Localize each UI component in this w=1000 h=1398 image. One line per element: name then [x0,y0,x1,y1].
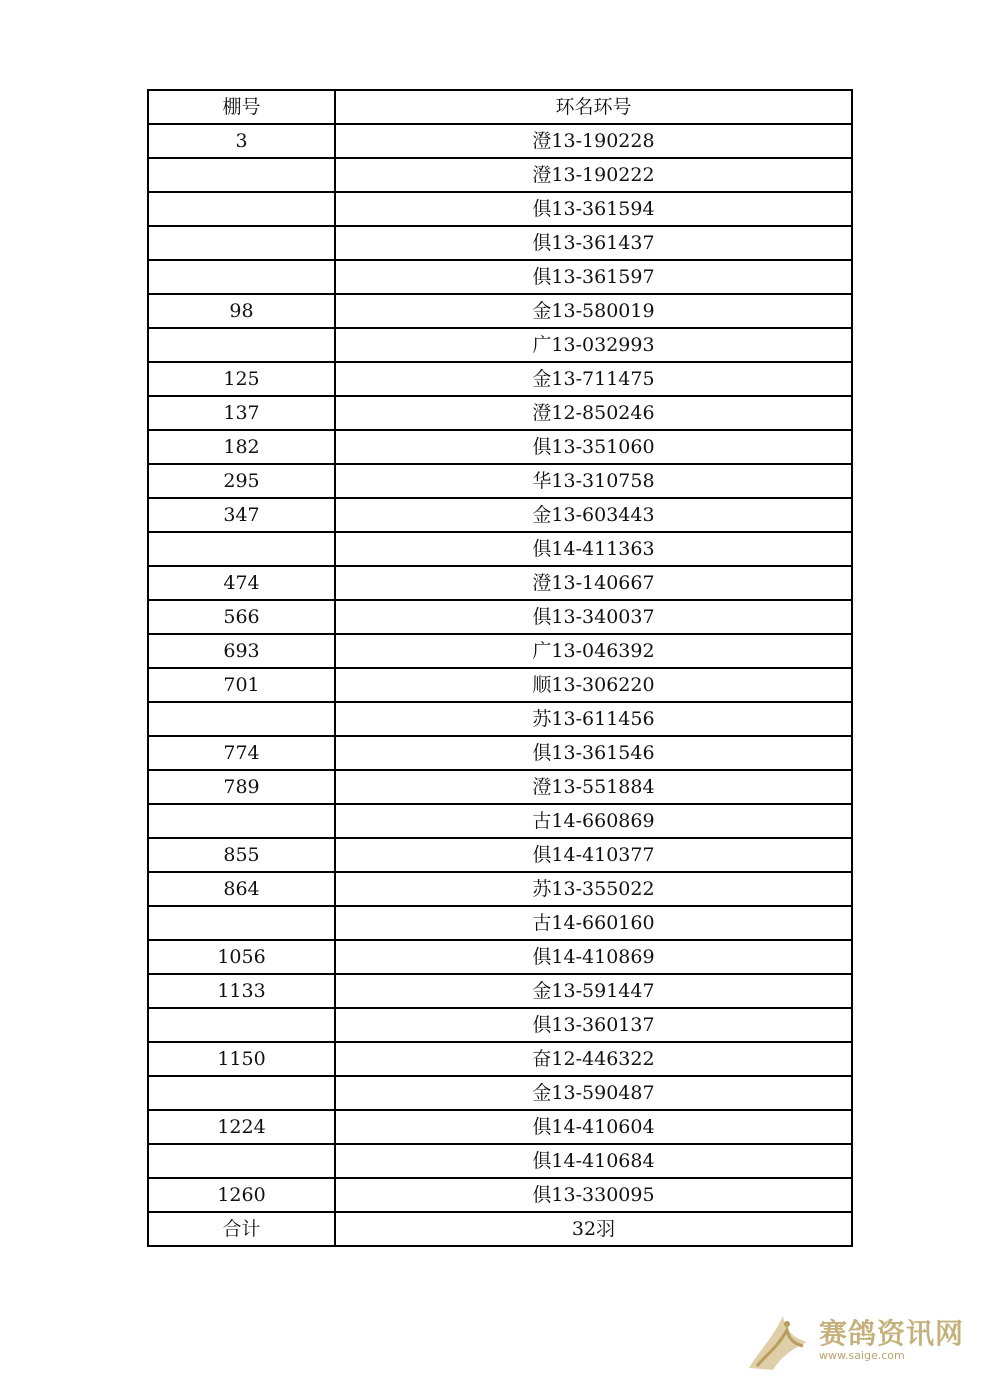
ring-number-cell: 俱13-361594 [335,192,852,226]
table-row [148,464,852,498]
table-row [148,770,852,804]
table-row [148,294,852,328]
table-row [148,1042,852,1076]
ring-number-cell: 顺13-306220 [335,668,852,702]
total-row [148,1212,852,1246]
ring-number-cell: 俱13-361437 [335,226,852,260]
pen-number-cell [148,1076,335,1110]
table-row [148,906,852,940]
ring-number-cell: 金13-590487 [335,1076,852,1110]
ring-number-cell: 俱14-410604 [335,1110,852,1144]
ring-number-cell: 奋12-446322 [335,1042,852,1076]
pigeon-logo-icon [743,1308,813,1374]
table-row [148,124,852,158]
pen-number-cell: 98 [148,294,335,328]
ring-number-cell: 广13-046392 [335,634,852,668]
pen-number-cell [148,158,335,192]
ring-number-cell: 金13-591447 [335,974,852,1008]
ring-number-cell: 俱14-410684 [335,1144,852,1178]
total-label: 合计 [148,1212,335,1246]
table-row [148,702,852,736]
header-ring-number: 环名环号 [335,90,852,124]
pen-number-cell: 855 [148,838,335,872]
table-row [148,566,852,600]
pen-number-cell: 137 [148,396,335,430]
table-row [148,1178,852,1212]
table-row [148,1110,852,1144]
table-row [148,600,852,634]
pen-number-cell: 474 [148,566,335,600]
table-row [148,940,852,974]
table-row [148,362,852,396]
pen-number-cell [148,1144,335,1178]
table-row [148,1144,852,1178]
site-watermark [743,1308,964,1374]
table-row [148,974,852,1008]
pen-number-cell [148,702,335,736]
pen-number-cell: 1260 [148,1178,335,1212]
table-row [148,1008,852,1042]
table-row [148,328,852,362]
pen-number-cell [148,1008,335,1042]
table-row [148,158,852,192]
ring-number-cell: 澄12-850246 [335,396,852,430]
table-header-row [148,90,852,124]
table-row [148,634,852,668]
ring-number-cell: 澄13-140667 [335,566,852,600]
ring-number-cell: 苏13-355022 [335,872,852,906]
ring-number-cell: 俱13-351060 [335,430,852,464]
table-row [148,838,852,872]
total-value: 32羽 [335,1212,852,1246]
table-row [148,260,852,294]
table-row [148,804,852,838]
table-row [148,498,852,532]
pen-number-cell: 774 [148,736,335,770]
ring-number-cell: 俱14-410869 [335,940,852,974]
pen-number-cell [148,532,335,566]
table-row [148,396,852,430]
ring-number-cell: 俱14-411363 [335,532,852,566]
pen-number-cell [148,260,335,294]
ring-number-cell: 古14-660869 [335,804,852,838]
watermark-text [819,1319,964,1363]
pen-number-cell [148,226,335,260]
ring-number-cell: 古14-660160 [335,906,852,940]
pen-number-cell: 3 [148,124,335,158]
table-row [148,668,852,702]
ring-number-cell: 苏13-611456 [335,702,852,736]
pen-number-cell [148,192,335,226]
table-row [148,226,852,260]
table-row [148,872,852,906]
ring-number-cell: 俱13-361546 [335,736,852,770]
pen-number-cell: 1150 [148,1042,335,1076]
pen-number-cell: 701 [148,668,335,702]
pen-number-cell: 1133 [148,974,335,1008]
ring-number-cell: 俱13-360137 [335,1008,852,1042]
table-body [148,90,852,1246]
table-row [148,532,852,566]
pen-number-cell: 1224 [148,1110,335,1144]
ring-number-cell: 澄13-551884 [335,770,852,804]
pen-number-cell [148,328,335,362]
ring-number-cell: 澄13-190228 [335,124,852,158]
ring-number-cell: 俱13-340037 [335,600,852,634]
pen-number-cell [148,906,335,940]
pen-number-cell: 864 [148,872,335,906]
ring-number-cell: 金13-711475 [335,362,852,396]
watermark-url: www.saige.com [818,1349,905,1362]
ring-number-cell: 俱13-330095 [335,1178,852,1212]
pen-number-cell: 789 [148,770,335,804]
pen-number-cell [148,804,335,838]
watermark-brand: 赛鸽资讯网 [818,1317,964,1350]
ring-number-cell: 金13-603443 [335,498,852,532]
table-row [148,430,852,464]
pen-number-cell: 182 [148,430,335,464]
ring-number-cell: 俱14-410377 [335,838,852,872]
ring-number-cell: 华13-310758 [335,464,852,498]
pen-number-cell: 566 [148,600,335,634]
pen-number-cell: 295 [148,464,335,498]
table-row [148,1076,852,1110]
ring-number-cell: 金13-580019 [335,294,852,328]
pen-number-cell: 347 [148,498,335,532]
ring-number-cell: 广13-032993 [335,328,852,362]
pen-number-cell: 693 [148,634,335,668]
ring-list-table [147,89,853,1247]
ring-number-cell: 澄13-190222 [335,158,852,192]
table-row [148,736,852,770]
pen-number-cell: 1056 [148,940,335,974]
pen-number-cell: 125 [148,362,335,396]
ring-number-cell: 俱13-361597 [335,260,852,294]
table-row [148,192,852,226]
header-pen-number: 棚号 [148,90,335,124]
